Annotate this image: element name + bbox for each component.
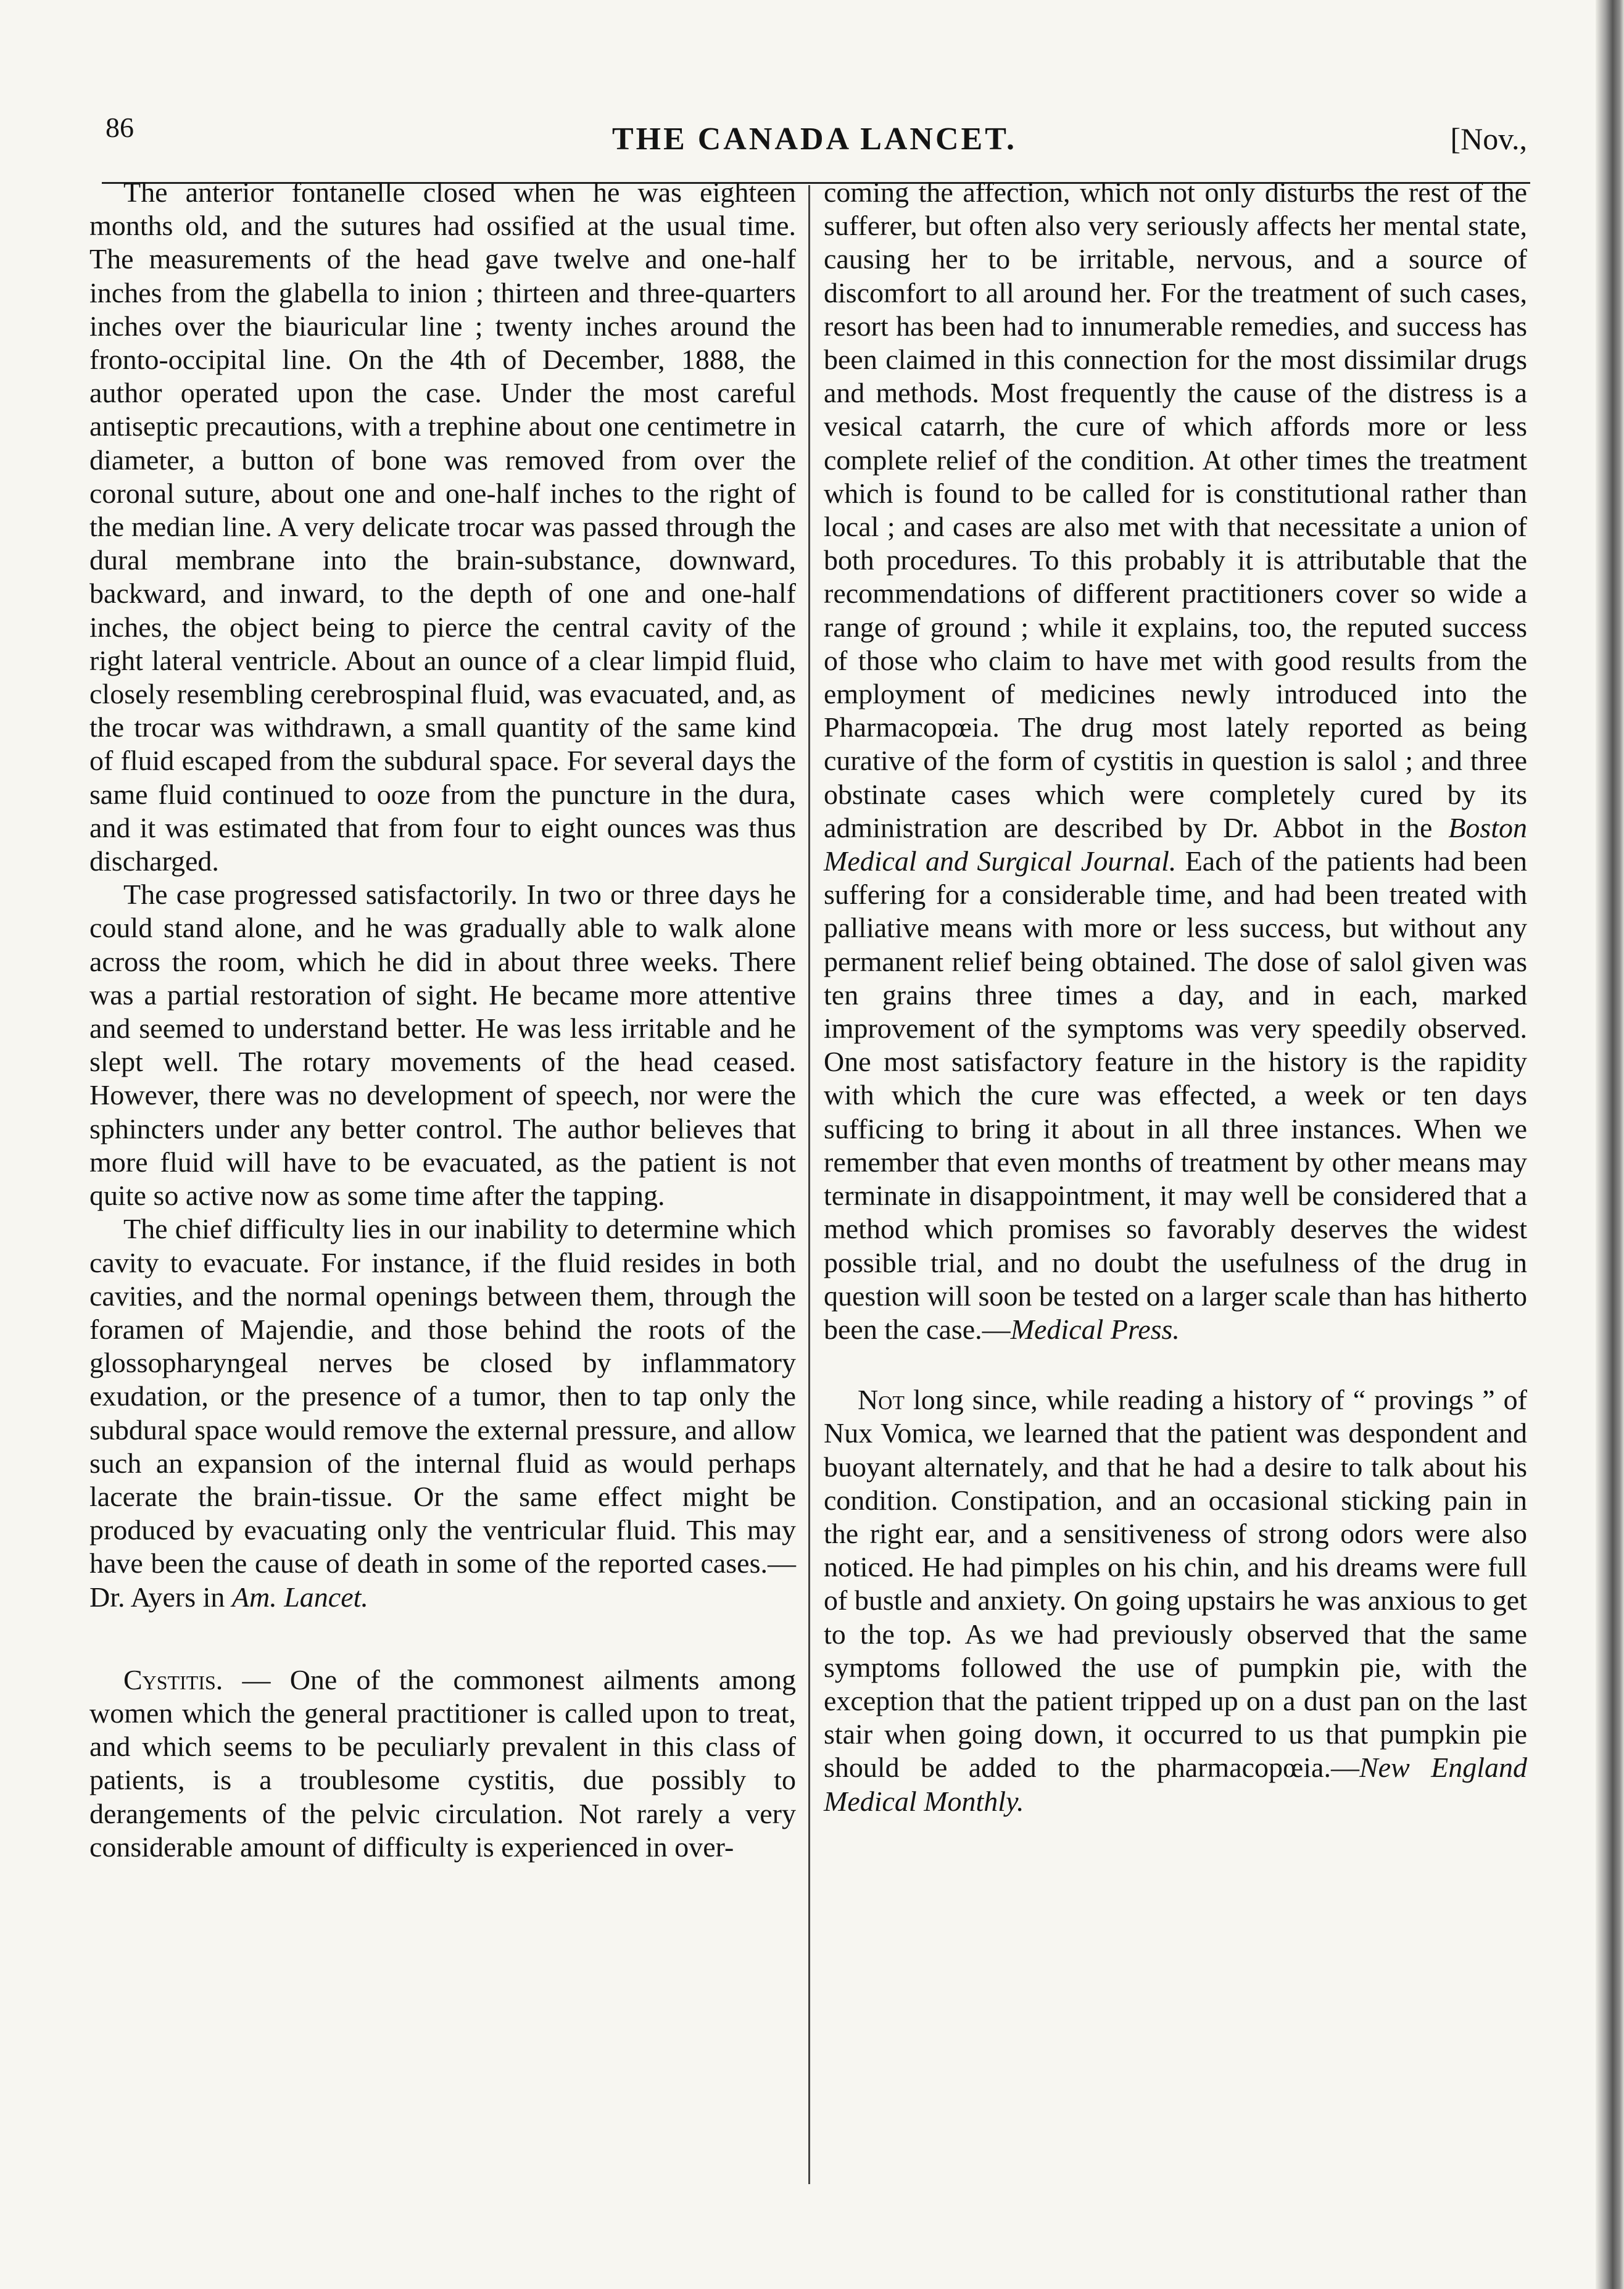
running-header xyxy=(102,111,1527,157)
paragraph-text: The chief difficulty lies in our inability to determine which cavity to evacuate. For instance, if the fluid resides in both cavities, and the normal openings between them, through the foramen of Majendie, and those behind the roots of the glossopharyngeal nerves be closed by inflammatory exudation, or the presence of a tumor, then to tap only the subdural space would remove the external pressure, and allow such an expansion of the internal fluid as would perhaps lacerate the brain-tissue. Or the same effect might be produced by evacuating only the ventricular fluid. This may have been the cause of death in some of the reported cases.—Dr. Ayers in xyxy=(89,1213,796,1613)
paragraph-text: long since, while reading a history of “ provings ” of Nux Vomica, we learned that the patient was despondent and buoyant alternately, and that he had a desire to talk about his condition. Constipation, and an occasional sticking pain in the right ear, and a sensitiveness of strong odors were also noticed. He had pimples on his chin, and his dreams were full of bustle and anxiety. On going upstairs he was anxious to get to the top. As we had previously observed that the same symptoms followed the use of pumpkin pie, with the exception that the patient tripped up on a dust pan on the last stair when going down, it occurred to us that pumpkin pie should be added to the pharmacopœia.— xyxy=(824,1384,1527,1784)
right-column xyxy=(824,176,1527,1818)
source-citation: Am. Lancet. xyxy=(231,1581,368,1613)
paragraph-text: — One of the commonest ailments among women which the general practitioner is called upon to treat, and which seems to be peculiarly prevalent in this class of patients, is a troublesome cystitis, due possibly to derangements of the pelvic circulation. Not rarely a very considerable amount of difficulty is experienced in over- xyxy=(89,1663,796,1863)
paragraph xyxy=(89,1212,796,1613)
paragraph xyxy=(824,1383,1527,1818)
paragraph: The case progressed satisfactorily. In two or three days he could stand alone, and he was gradually able to walk alone across the room, which he did in about three weeks. There was a partial restoration of sight. He became more attentive and seemed to understand better. He was less irritable and he slept well. The rotary movements of the head ceased. However, there was no development of speech, nor were the sphincters under any better control. The author believes that more fluid will have to be evacuated, as the patient is not quite so active now as some time after the tapping. xyxy=(89,879,796,1212)
journal-title: THE CANADA LANCET. xyxy=(611,122,1017,157)
section-gap xyxy=(89,1614,796,1663)
page-number: 86 xyxy=(106,112,134,143)
paragraph: The anterior fontanelle closed when he was eighteen months old, and the sutures had ossified at the usual time. The measurements of the head gave twelve and one-half inches from the glabella to inion ; thirteen and three-quarters inches over the biauricular line ; twenty inches around the fronto-occipital line. On the 4th of December, 1888, the author operated upon the case. Under the most careful antiseptic precautions, with a trephine about one centimetre in diameter, a button of bone was removed from over the coronal suture, about one and one-half inches to the right of the median line. A very delicate trocar was passed through the dural membrane into the brain-substance, downward, backward, and inward, to the depth of one and one-half inches, the object being to pierce the central cavity of the right lateral ventricle. About an ounce of a clear limpid fluid, closely resembling cerebrospinal fluid, was evacuated, and, as the trocar was withdrawn, a small quantity of the same kind of fluid escaped from the subdural space. For several days the same fluid continued to ooze from the puncture in the dura, and it was estimated that from four to eight ounces was thus discharged. xyxy=(89,176,796,877)
left-column xyxy=(89,176,796,1864)
source-citation: Medical Press. xyxy=(1010,1313,1180,1345)
paragraph xyxy=(824,176,1527,1346)
paragraph-text: coming the affection, which not only disturbs the rest of the sufferer, but often also very seriously affects her mental state, causing her to be irritable, nervous, and a source of discomfort to all around her. For the treatment of such cases, resort has been had to innumerable remedies, and success has been claimed in this connection for the most dissimilar drugs and methods. Most frequently the cause of the distress is a vesical catarrh, the cure of which affords more or less complete relief of the condition. At other times the treatment which is found to be called for is constitutional rather than local ; and cases are also met with that necessitate a union of both procedures. To this probably it is attributable that the recommendations of different practitioners cover so wide a range of ground ; while it explains, too, the reputed success of those who claim to have met with good results from the employment of medicines newly introduced into the Pharmacopœia. The drug most lately reported as being curative of the form of cystitis in question is salol ; and three obstinate cases which were completely cured by its administration are described by Dr. Abbot in the xyxy=(824,176,1527,843)
page-binding-edge xyxy=(1596,0,1624,2289)
paragraph-text: Each of the patients had been suffering for a considerable time, and had been treated with palliative means with more or less success, but without any permanent relief being obtained. The dose of salol given was ten grains three times a day, and in each, marked improvement of the symptoms was very speedily observed. One most satisfactory feature in the history is the rapidity with which the cure was effected, a week or ten days sufficing to bring it about in all three instances. When we remember that even months of treatment by other means may terminate in disappointment, it may well be considered that a method which promises so favorably deserves the widest possible trial, and no doubt the usefulness of the drug in question will soon be tested on a larger scale than has hitherto been the case.— xyxy=(824,845,1528,1345)
paragraph xyxy=(89,1663,796,1864)
issue-month: [Nov., xyxy=(1450,122,1527,156)
journal-citation: Boston Medical and Surgical Journal. xyxy=(824,811,1528,877)
section-gap xyxy=(824,1346,1527,1383)
column-divider xyxy=(808,185,810,2184)
source-citation: New England Medical Monthly. xyxy=(824,1752,1527,1817)
section-heading: Not xyxy=(858,1384,905,1416)
section-heading: Cystitis. xyxy=(123,1663,223,1695)
